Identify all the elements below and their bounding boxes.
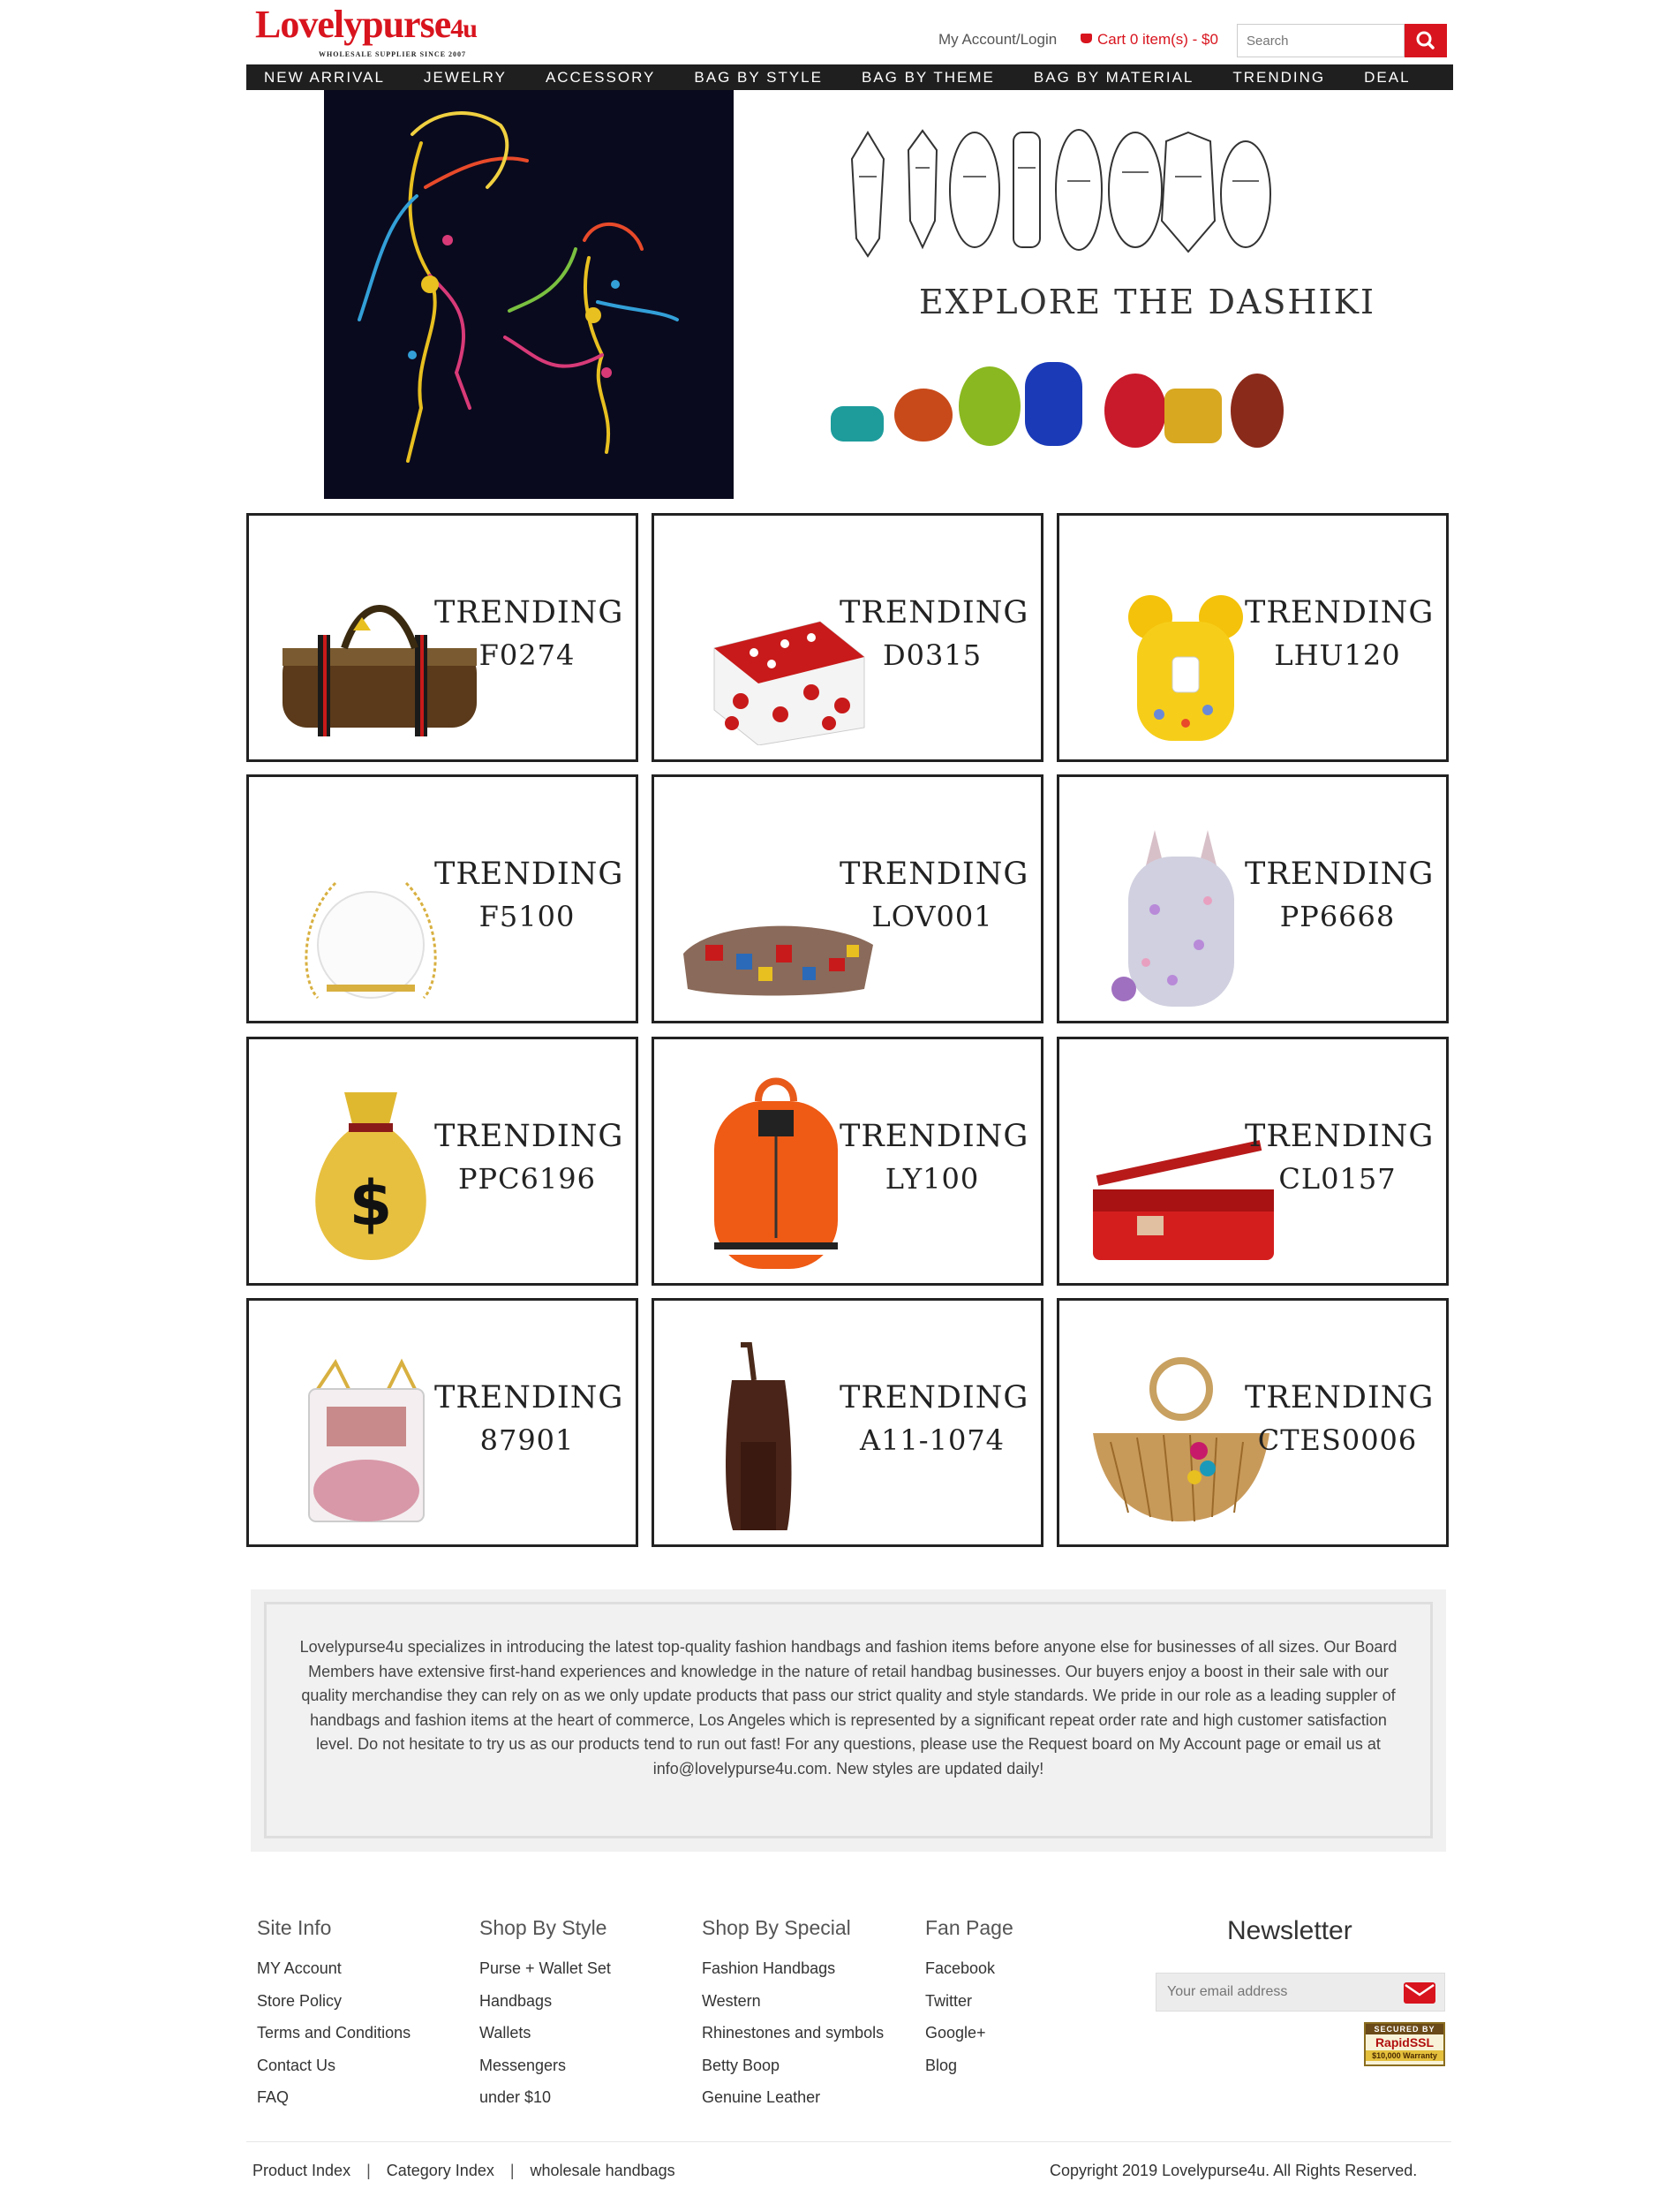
about-text: Lovelypurse4u specializes in introducing the latest top-quality fashion handbags and fashion items before anyone else for businesses of all sizes. Our Board Members have extensive first-hand experiences and knowledge in the nature of retail handbag businesses. Our buyers enjoy a boost in their sale with our quality merchandise they can rely on as we only update products that pass our strict quality and style standards. We pride in our role as a leading suppler of handbags and fashion items at the heart of commerce, Los Angeles which is represented by a significant repeat order rate and high customer satisfaction level. Do not hesitate to try us as our products tend to run out fast! For any questions, please use the Request board on My Account page or email us at info@lovelypurse4u.com. New styles are updated daily! [299,1638,1397,1778]
product-label: TRENDING [840,1380,1029,1415]
product-code: LOV001 [871,900,993,933]
product-code: A11-1074 [859,1423,1006,1457]
product-code: F0274 [478,638,576,672]
nav-bag-by-theme[interactable]: BAG BY THEME [861,68,995,86]
product-tile[interactable] [246,1298,638,1547]
footer-heading: Fan Page [925,1916,1013,1939]
main-nav [246,64,1453,90]
product-code: 87901 [479,1423,575,1457]
product-code: CTES0006 [1257,1423,1418,1457]
cart-icon [1081,34,1092,43]
product-code: F5100 [478,900,576,933]
footer-link-purse-wallet-set[interactable]: Purse + Wallet Set [479,1959,611,1977]
footer-link-google-plus[interactable]: Google+ [925,2024,986,2042]
search-icon [1405,24,1447,57]
newsletter-heading: Newsletter [1227,1916,1352,1945]
separator: | [366,2162,371,2179]
newsletter-email-input[interactable] [1156,1973,1445,2012]
footer-heading: Site Info [257,1916,332,1939]
product-tile[interactable] [652,513,1043,762]
rapidssl-badge[interactable] [1364,2022,1445,2066]
footer-link-blog[interactable]: Blog [925,2056,958,2074]
product-tile[interactable] [652,774,1043,1023]
nav-deal[interactable]: DEAL [1364,68,1411,86]
product-code: PP6668 [1279,900,1396,933]
site-logo[interactable] [255,5,477,58]
product-tile[interactable] [246,513,638,762]
product-label: TRENDING [840,857,1029,892]
footer-link-contact[interactable]: Contact Us [257,2056,336,2074]
product-code: CL0157 [1278,1162,1397,1196]
footer-link-rhinestones[interactable]: Rhinestones and symbols [702,2024,885,2042]
nav-bag-by-style[interactable]: BAG BY STYLE [694,68,823,86]
footer-shop-by-special [702,1916,884,2114]
svg-text:$: $ [349,1167,393,1240]
footer-link-genuine-leather[interactable]: Genuine Leather [702,2088,821,2106]
nav-trending[interactable]: TRENDING [1232,68,1326,86]
footer-heading: Shop By Special [702,1916,851,1939]
ssl-badge-brand: RapidSSL [1375,2035,1435,2049]
footer-link-twitter[interactable]: Twitter [925,1991,973,2010]
product-code: D0315 [882,638,983,672]
ssl-badge-top: SECURED BY [1366,2024,1443,2034]
footer-link-facebook[interactable]: Facebook [925,1959,996,1977]
product-label: TRENDING [840,595,1029,630]
cart-link[interactable] [1081,31,1218,49]
product-tile[interactable] [246,774,638,1023]
footer-link-messengers[interactable]: Messengers [479,2056,567,2074]
footer-link-betty-boop[interactable]: Betty Boop [702,2056,780,2074]
category-index-link[interactable]: Category Index [386,2162,494,2179]
search-button[interactable] [1405,24,1447,57]
footer-link-under-10[interactable]: under $10 [479,2088,552,2106]
logo-text: Lovelypurse [255,3,451,46]
product-label: TRENDING [840,1119,1029,1154]
bottom-links [252,2162,675,2180]
product-label: TRENDING [434,1380,624,1415]
footer-link-fashion-handbags[interactable]: Fashion Handbags [702,1959,836,1977]
cart-summary: Cart 0 item(s) - $0 [1097,31,1218,48]
logo-suffix: 4u [450,14,477,43]
product-label: TRENDING [1245,857,1435,892]
nav-new-arrival[interactable]: NEW ARRIVAL [264,68,385,86]
product-label: TRENDING [434,595,624,630]
ssl-badge-warranty: $10,000 Warranty [1366,2050,1443,2061]
nav-bag-by-material[interactable]: BAG BY MATERIAL [1033,68,1194,86]
footer-fan-page [925,1916,1013,2081]
banner-dancers-image[interactable] [324,90,734,499]
product-label: TRENDING [434,1119,624,1154]
product-label: TRENDING [434,857,624,892]
nav-accessory[interactable]: ACCESSORY [545,68,656,86]
product-tile[interactable] [1057,774,1449,1023]
product-label: TRENDING [1245,595,1435,630]
product-tile[interactable] [652,1298,1043,1547]
newsletter-submit-button[interactable] [1404,1982,1435,2004]
footer-link-faq[interactable]: FAQ [257,2088,290,2106]
footer-divider [246,2141,1451,2142]
footer-shop-by-style [479,1916,611,2114]
product-label: TRENDING [1245,1119,1435,1154]
product-tile[interactable] [652,1037,1043,1286]
product-tile[interactable] [1057,1037,1449,1286]
footer-link-western[interactable]: Western [702,1991,761,2010]
footer-heading: Shop By Style [479,1916,607,1939]
envelope-icon [1404,1982,1435,2004]
dashiki-banner[interactable] [831,124,1396,459]
nav-jewelry[interactable]: JEWELRY [423,68,507,86]
footer-link-terms[interactable]: Terms and Conditions [257,2024,411,2042]
product-code: LY100 [885,1162,980,1196]
footer-link-wallets[interactable]: Wallets [479,2024,531,2042]
logo-tagline: WHOLESALE SUPPLIER SINCE 2007 [319,50,467,58]
footer-site-info [257,1916,411,2114]
product-code: PPC6196 [458,1162,596,1196]
wholesale-handbags-link[interactable]: wholesale handbags [530,2162,675,2179]
product-tile[interactable] [246,1037,638,1286]
product-index-link[interactable]: Product Index [252,2162,351,2179]
product-tile[interactable] [1057,1298,1449,1547]
footer-link-my-account[interactable]: MY Account [257,1959,342,1977]
product-code: LHU120 [1274,638,1401,672]
footer-link-handbags[interactable]: Handbags [479,1991,553,2010]
separator: | [509,2162,515,2179]
banner-title: EXPLORE THE DASHIKI [919,283,1375,321]
account-login-link[interactable]: My Account/Login [938,31,1058,48]
copyright-text: Copyright 2019 Lovelypurse4u. All Rights Reserved. [1050,2162,1418,2179]
footer-link-store-policy[interactable]: Store Policy [257,1991,343,2010]
search-input[interactable] [1237,24,1405,57]
product-tile[interactable] [1057,513,1449,762]
product-label: TRENDING [1245,1380,1435,1415]
